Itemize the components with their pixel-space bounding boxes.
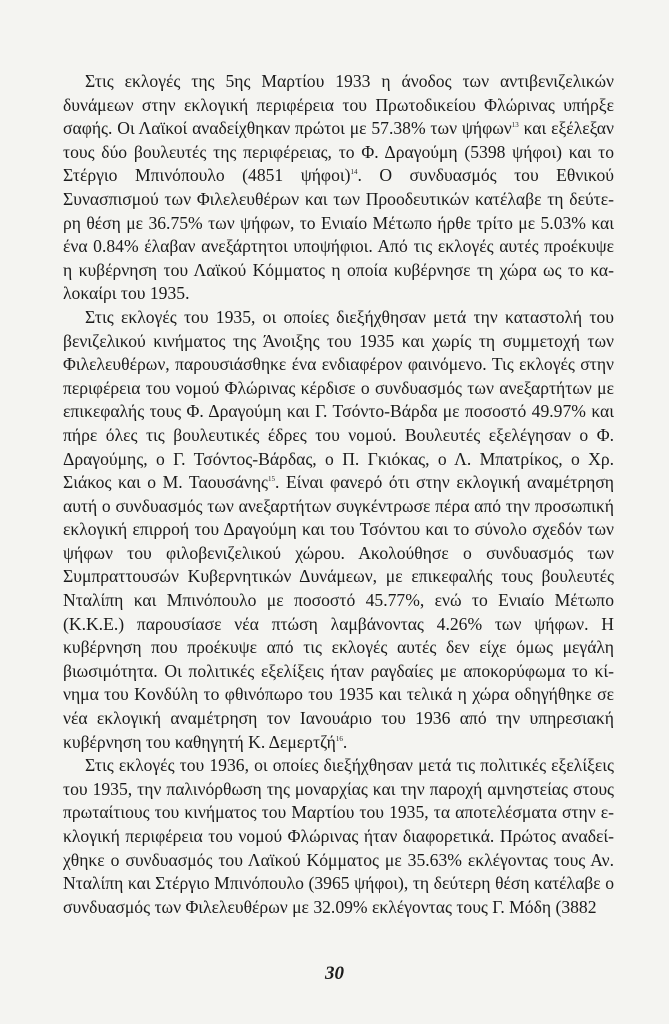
footnote-marker: 16 bbox=[335, 734, 343, 743]
footnote-marker: 13 bbox=[511, 121, 519, 130]
page-number: 30 bbox=[325, 963, 344, 984]
text-run: . bbox=[342, 731, 348, 752]
body-text bbox=[63, 70, 614, 919]
text-run: Στις εκλογές του 1935, οι οποίες διεξήχθησαν μετά την καταστολή του βενιζελικού κινήματος της Άνοιξης του 1935 και χωρίς τη συμμετοχή των Φιλελευθέρων, παρουσιάσθηκε ένα ενδιαφέρον φαινόμενο. Τις εκλογές στην περιφέρεια του νομού Φλώρινας κέρδισε ο συνδυασμός των ανεξαρτήτων με επικεφαλής τους Φ. Δραγούμη και Γ. Τσόντο-Βάρδα με ποσοστό 49.97% και πήρε όλες τις βουλευτικές έδρες του νομού. Βουλευτές εξελέγησαν ο Φ. Δραγούμης, ο Γ. Τσόντος-Βάρδας, ο Π. Γκιόκας, ο Λ. Μπατρίκος, ο Χρ. Σιάκος και ο Μ. Ταουσάνης bbox=[63, 306, 614, 493]
paragraph-1935-elections bbox=[63, 306, 614, 754]
text-run: . Είναι φανερό ότι στην εκλογική αναμέτρηση αυτή ο συνδυασμός των ανεξαρτήτων συγκέντρωσε πέρα από την προσωπική εκλογική επιρροή του Δραγούμη και του Τσόντου και το σύνολο σχεδόν των ψήφων του φιλοβενιζελικού χώρου. Ακολούθησε ο συνδυασμός των Συμπραττουσών Κυβερνητικών Δυνάμεων, με επικεφαλής τους βουλευτές Νταλίπη και Μπινόπουλο με ποσοστό 45.77%, ενώ το Ενιαίο Μέτωπο (Κ.Κ.Ε.) παρουσίασε νέα πτώση λαμβάνοντας 4.26% των ψήφων. Η κυβέρνηση που προέκυψε από τις εκλογές αυτές δεν είχε όμως μεγάλη βιωσιμότητα. Οι πολιτικές εξελίξεις ήταν ραγδαίες με αποκορύφωμα το κίνημα του Κονδύλη το φθινόπωρο του 1935 και τελικά η χώρα οδηγήθηκε σε νέα εκλογική αναμέτρηση τον Ιανουάριο του 1936 από την υπηρεσιακή κυβέρνηση του καθηγητή Κ. Δεμερτζή bbox=[63, 472, 614, 752]
text-run: . Ο συνδυασμός του Εθνικού Συνασπισμού των Φιλελευθέρων και των Προοδευτικών κατέλαβε τη δεύτερη θέση με 36.75% των ψήφων, το Ενιαίο Μέτωπο ήρθε τρίτο με 5.03% και ένα 0.84% έλαβαν ανεξάρτητοι υποψήφιοι. Από τις εκλογές αυτές προέκυψε η κυβέρνηση του Λαϊκού Κόμματος η οποία κυβέρνησε τη χώρα ως το καλοκαίρι του 1935. bbox=[63, 165, 614, 304]
footnote-marker: 15 bbox=[268, 475, 276, 484]
paragraph-1933-elections bbox=[63, 70, 614, 306]
text-run: Στις εκλογές της 5ης Μαρτίου 1933 η άνοδος των αντιβενιζελικών δυνάμεων στην εκλογική περιφέρεια του Πρωτοδικείου Φλώρινας υπήρξε σαφής. Οι Λαϊκοί αναδείχθηκαν πρώτοι με 57.38% των ψήφων bbox=[63, 71, 614, 139]
text-run: Στις εκλογές του 1936, οι οποίες διεξήχθησαν μετά τις πολιτικές εξελίξεις του 1935, την παλινόρθωση της μοναρχίας και την παροχή αμνηστείας στους πρωταίτιους του κινήματος του Μαρτίου του 1935, τα αποτελέσματα στην εκλογική περιφέρεια του νομού Φλώρινας ήταν διαφορετικά. Πρώτος αναδείχθηκε ο συνδυασμός του Λαϊκού Κόμματος με 35.63% εκλέγοντας τους Αν. Νταλίπη και Στέργιο Μπινόπουλο (3965 ψήφοι), τη δεύτερη θέση κατέλαβε ο συνδυασμός των Φιλελευθέρων με 32.09% εκλέγοντας τους Γ. Μόδη (3882 bbox=[63, 755, 614, 917]
paragraph-1936-elections bbox=[63, 754, 614, 919]
text-run: και εξέλεξαν τους δύο βουλευτές της περιφέρειας, το Φ. Δραγούμη (5398 ψήφοι) και το Στέργιο Μπινόπουλο (4851 ψήφοι) bbox=[63, 118, 614, 186]
footnote-marker: 14 bbox=[350, 168, 358, 177]
